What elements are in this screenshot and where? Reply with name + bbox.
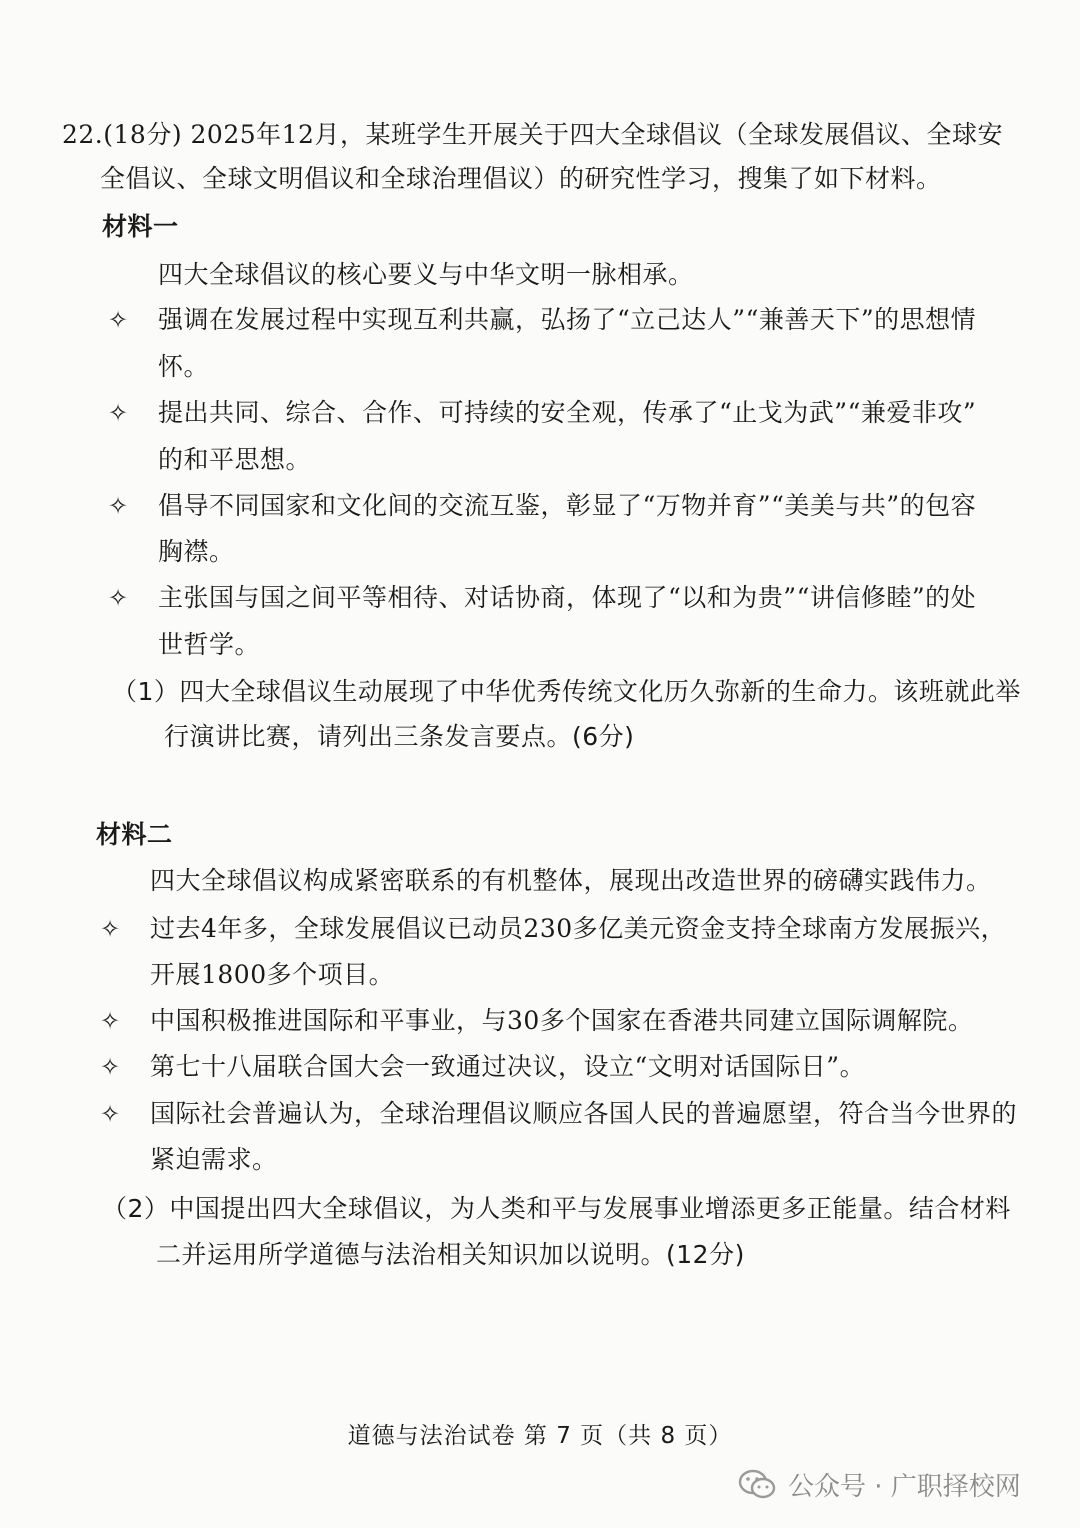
material-intro: 四大全球倡议的核心要义与中华文明一脉相承。: [158, 260, 694, 289]
list-item-cont: 胸襟。: [158, 537, 235, 566]
question-line: [62, 118, 1003, 152]
list-item: 强调在发展过程中实现互利共赢，弘扬了“立己达人”“兼善天下”的思想情: [158, 305, 977, 334]
question-number: 22.: [62, 120, 104, 149]
bullet-icon: ✧: [100, 1007, 121, 1035]
list-item-cont: 开展1800多个项目。: [150, 960, 395, 989]
bullet-icon: ✧: [100, 1100, 121, 1128]
bullet-icon: ✧: [108, 306, 129, 334]
bullet-icon: ✧: [108, 399, 129, 427]
material-intro: 四大全球倡议构成紧密联系的有机整体，展现出改造世界的磅礴实践伟力。: [150, 866, 992, 895]
sub-question-cont: 二并运用所学道德与法治相关知识加以说明。(12分): [156, 1240, 745, 1269]
list-item: 主张国与国之间平等相待、对话协商，体现了“以和为贵”“讲信修睦”的处: [158, 583, 977, 612]
list-item-cont: 的和平思想。: [158, 445, 312, 474]
material-label: 材料一: [102, 212, 179, 241]
list-item: 第七十八届联合国大会一致通过决议，设立“文明对话国际日”。: [150, 1052, 866, 1081]
list-item: 提出共同、综合、合作、可持续的安全观，传承了“止戈为武”“兼爱非攻”: [158, 398, 977, 427]
list-item-cont: 紧迫需求。: [150, 1145, 278, 1174]
list-item: 过去4年多，全球发展倡议已动员230多亿美元资金支持全球南方发展振兴，: [150, 914, 1007, 943]
question-text: (18分) 2025年12月，某班学生开展关于四大全球倡议（全球发展倡议、全球安: [103, 120, 1003, 149]
bullet-icon: ✧: [100, 915, 121, 943]
question-line: 全倡议、全球文明倡议和全球治理倡议）的研究性学习，搜集了如下材料。: [100, 164, 942, 193]
page-footer: 道德与法治试卷 第 7 页（共 8 页）: [347, 1423, 733, 1449]
sub-question: （2）中国提出四大全球倡议，为人类和平与发展事业增添更多正能量。结合材料: [102, 1194, 1011, 1223]
watermark-text: 公众号 · 广职择校网: [788, 1472, 1021, 1502]
bullet-icon: ✧: [100, 1053, 121, 1081]
list-item: 中国积极推进国际和平事业，与30多个国家在香港共同建立国际调解院。: [150, 1006, 974, 1035]
list-item-cont: 世哲学。: [158, 630, 261, 659]
list-item: 国际社会普遍认为，全球治理倡议顺应各国人民的普遍愿望，符合当今世界的: [150, 1099, 1018, 1128]
list-item-cont: 怀。: [158, 352, 210, 381]
sub-question-cont: 行演讲比赛，请列出三条发言要点。(6分): [164, 722, 635, 751]
list-item: 倡导不同国家和文化间的交流互鉴，彰显了“万物并育”“美美与共”的包容: [158, 491, 977, 520]
bullet-icon: ✧: [108, 492, 129, 520]
watermark: [738, 1466, 1021, 1503]
material-label: 材料二: [96, 820, 173, 849]
sub-question: （1）四大全球倡议生动展现了中华优秀传统文化历久弥新的生命力。该班就此举: [112, 677, 1021, 706]
wechat-icon: [738, 1468, 776, 1502]
bullet-icon: ✧: [108, 584, 129, 612]
